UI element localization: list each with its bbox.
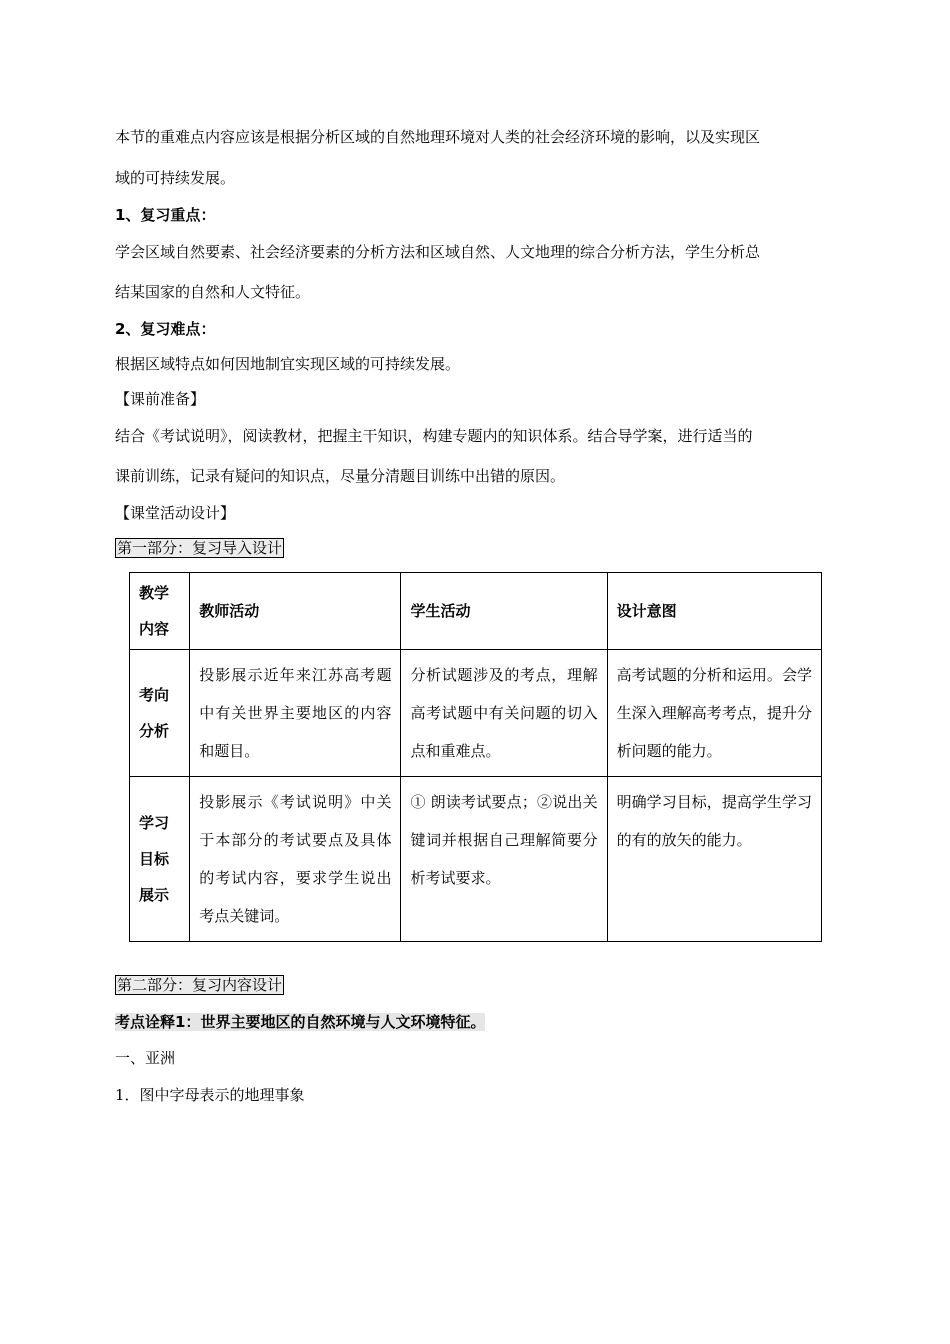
focus-line-1: 学会区域自然要素、社会经济要素的分析方法和区域自然、人文地理的综合分析方法，学生分析总 (115, 243, 761, 261)
header-teacher: 教师活动 (190, 573, 401, 650)
intro-line-1: 本节的重难点内容应该是根据分析区域的自然地理环境对人类的社会经济环境的影响，以及实现区 (115, 128, 761, 146)
table-header-row (130, 573, 822, 650)
topic-heading (115, 1012, 485, 1032)
header-content: 教学内容 (130, 573, 190, 650)
part2-label (115, 975, 284, 995)
row-design-intent: 明确学习目标，提高学生学习的有的放矢的能力。 (607, 777, 821, 942)
row-design-intent: 高考试题的分析和运用。会学生深入理解高考考点，提升分析问题的能力。 (607, 650, 821, 777)
section-asia: 一、亚洲 (115, 1049, 176, 1067)
header-intent: 设计意图 (607, 573, 821, 650)
header-student: 学生活动 (401, 573, 607, 650)
part2-boxed-text: 第二部分：复习内容设计 (117, 976, 283, 994)
row-student-activity: ① 朗读考试要点；②说出关键词并根据自己理解简要分析考试要求。 (401, 777, 607, 942)
row-content-label: 学习目标展示 (130, 777, 190, 942)
prep-line-2: 课前训练，记录有疑问的知识点，尽量分清题目训练中出错的原因。 (115, 467, 566, 485)
prep-line-1: 结合《考试说明》，阅读教材，把握主干知识，构建专题内的知识体系。结合导学案，进行适当的 (115, 427, 753, 445)
topic-heading-text: 考点诠释1：世界主要地区的自然环境与人文环境特征。 (115, 1013, 486, 1031)
prep-heading: 【课前准备】 (115, 390, 206, 408)
part1-label (115, 538, 284, 558)
row-student-activity: 分析试题涉及的考点，理解高考试题中有关问题的切入点和重难点。 (401, 650, 607, 777)
focus-heading: 1、复习重点： (115, 206, 216, 224)
item-1: 1．图中字母表示的地理事象 (115, 1086, 305, 1104)
row-content-label: 考向分析 (130, 650, 190, 777)
row-teacher-activity: 投影展示近年来江苏高考题中有关世界主要地区的内容和题目。 (190, 650, 401, 777)
focus-line-2: 结某国家的自然和人文特征。 (115, 283, 311, 301)
intro-line-2: 域的可持续发展。 (115, 169, 236, 187)
difficulty-heading: 2、复习难点： (115, 320, 216, 338)
difficulty-line-1: 根据区域特点如何因地制宜实现区域的可持续发展。 (115, 355, 461, 373)
part1-boxed-text: 第一部分：复习导入设计 (117, 539, 283, 557)
activity-heading: 【课堂活动设计】 (115, 504, 236, 522)
row-teacher-activity: 投影展示《考试说明》中关于本部分的考试要点及具体的考试内容，要求学生说出考点关键词。 (190, 777, 401, 942)
table-row (130, 777, 822, 942)
lesson-plan-table (129, 572, 822, 942)
table-row (130, 650, 822, 777)
